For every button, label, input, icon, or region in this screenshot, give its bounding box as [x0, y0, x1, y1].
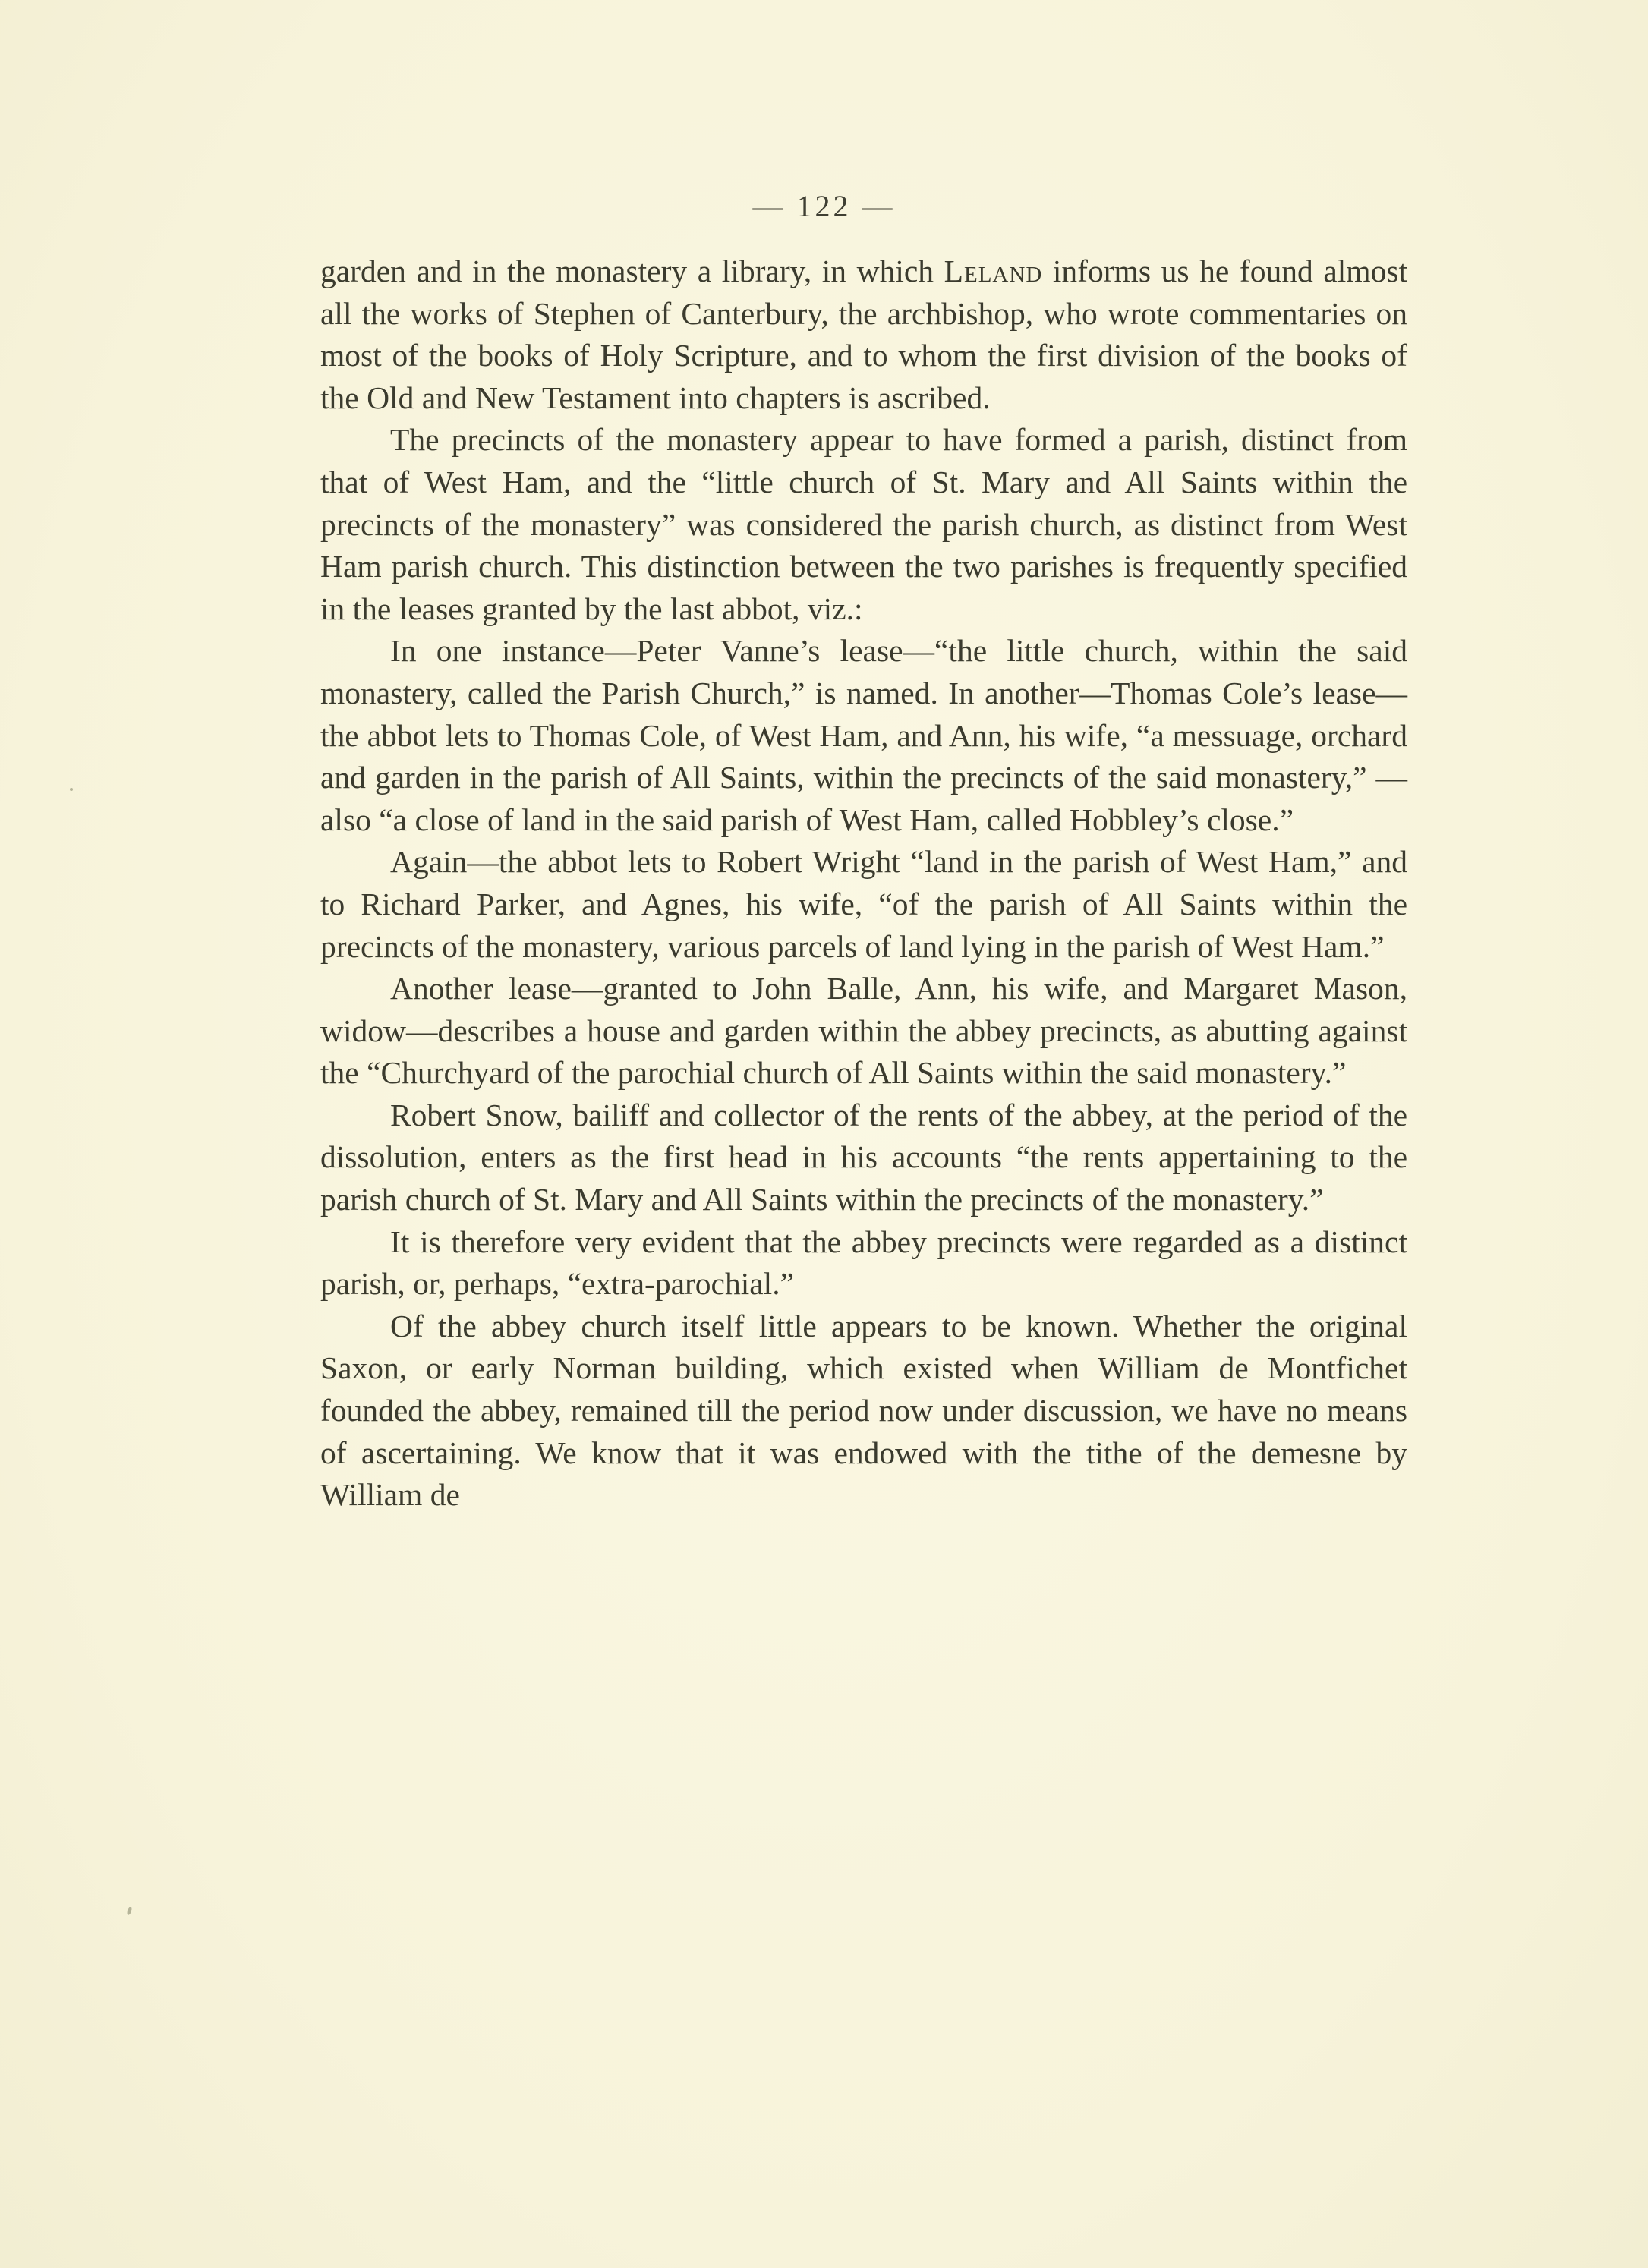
leland-small-caps: Leland	[944, 254, 1043, 288]
paragraph-1: garden and in the monastery a library, in which Leland informs us he found almost all the works of Stephen of Canterbury, the archbishop, who wrote commentaries on most of the books of Holy Scripture, and to whom the first division of the books of the Old and New Testament into chapters is ascribed.	[320, 254, 1407, 415]
paragraph-4: Again—the abbot lets to Robert Wright “land in the parish of West Ham,” and to Richard Parker, and Agnes, his wife, “of the parish of All Saints within the precincts of the monastery, various parcels of land lying in the parish of West Ham.”	[320, 844, 1407, 964]
body-text	[320, 250, 1407, 1517]
paragraph-3: In one instance—Peter Vanne’s lease—“the little church, within the said monastery, called the Parish Church,” is named. In another—Thomas Cole’s lease—the abbot lets to Thomas Cole, of West Ham, and Ann, his wife, “a messuage, orchard and garden in the parish of All Saints, within the precincts of the said monastery,” —also “a close of land in the said parish of West Ham, called Hobbley’s close.”	[320, 633, 1407, 837]
paragraph-5: Another lease—granted to John Balle, Ann, his wife, and Margaret Mason, widow—describes a house and garden within the abbey precincts, as abutting against the “Churchyard of the parochial church of All Saints within the said monastery.”	[320, 971, 1407, 1091]
page-number: — 122 —	[752, 189, 896, 223]
paper-speck	[126, 1906, 132, 1915]
paragraph-7: It is therefore very evident that the abbey precincts were regarded as a distinct parish, or, perhaps, “extra-parochial.”	[320, 1224, 1407, 1302]
paragraph-8: Of the abbey church itself little appears to be known. Whether the original Saxon, or early Norman building, which existed when William de Montfichet founded the abbey, remained till the period now under discussion, we have no means of ascertaining. We know that it was endowed with the tithe of the demesne by William de	[320, 1308, 1407, 1513]
paragraph-2: The precincts of the monastery appear to have formed a parish, distinct from that of West Ham, and the “little church of St. Mary and All Saints within the precincts of the monastery” was considered the parish church, as distinct from West Ham parish church. This distinction between the two parishes is frequently specified in the leases granted by the last abbot, viz.:	[320, 422, 1407, 626]
paragraph-6: Robert Snow, bailiff and collector of the rents of the abbey, at the period of the dissolution, enters as the first head in his accounts “the rents appertaining to the parish church of St. Mary and All Saints within the precincts of the monastery.”	[320, 1097, 1407, 1217]
paper-speck	[70, 788, 73, 791]
